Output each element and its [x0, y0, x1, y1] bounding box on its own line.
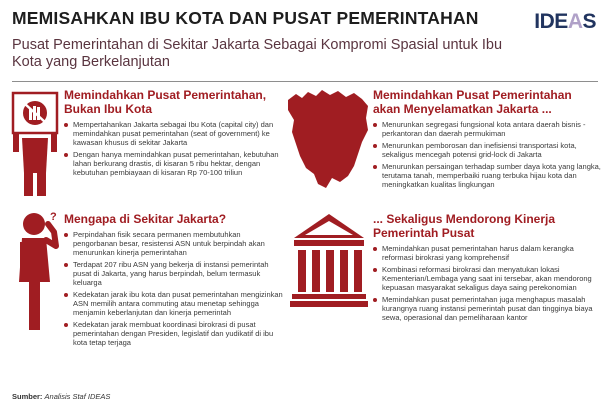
logo-letters-before: IDE	[534, 10, 568, 33]
bullet-item: Kedekatan jarak membuat koordinasi birokrasi di pusat pemerintahan dengan Presiden, legislatif dan yudikatif di ibu kota tetap terjaga	[64, 320, 286, 347]
panel-title: ... Sekaligus Mendorong Kinerja Pemerintah Pusat	[373, 212, 556, 240]
bullet-item: Kedekatan jarak ibu kota dan pusat pemerintahan mengizinkan ASN memilih antara commuting atau menetap sehingga menjamin keberlanjutan dan kinerja pemerintah	[64, 290, 286, 317]
page-subtitle: Pusat Pemerintahan di Sekitar Jakarta Sebagai Kompromi Spasial untuk Ibu Kota yang Berkelanjutan	[12, 37, 503, 70]
bullet-item: Mempertahankan Jakarta sebagai Ibu Kota (capital city) dan memindahkan pusat pemerintahan (seat of government) ke kawasan khusus di sekitar Jakarta	[64, 120, 289, 147]
government-building-icon	[290, 210, 368, 310]
thinking-person-icon	[10, 212, 62, 332]
bullet-item: Perpindahan fisik secara permanen membutuhkan pengorbanan besar, resistensi ASN untuk berpindah akan menurunkan kinerja pemerintahan	[64, 230, 286, 257]
source-note	[12, 392, 110, 401]
bullet-item: Memindahkan pusat pemerintahan juga menghapus masalah kurangnya ruang instansi pemerintah pusat dan tingginya biaya sewa, operasional dan pemeliharaan kantor	[373, 295, 601, 322]
page-title: MEMISAHKAN IBU KOTA DAN PUSAT PEMERINTAHAN	[12, 8, 479, 28]
logo-letters-after: S	[582, 10, 596, 33]
bullet-item: Terdapat 207 ribu ASN yang bekerja di instansi pemerintah pusat di Jakarta, yang harus berpindah, belum termasuk keluarga	[64, 260, 286, 287]
panel-menyelamatkan-jakarta	[373, 88, 601, 192]
jakarta-map-icon	[286, 88, 370, 198]
panel-title: Memindahkan Pusat Pemerintahan, Bukan Ibu Kota	[64, 88, 267, 116]
bullet-item: Kombinasi reformasi birokrasi dan menyatukan lokasi Kementerian/Lembaga yang saat ini tersebar, akan mendorong kepuasan masyarakat sekaligus daya saing perekonomian	[373, 265, 601, 292]
logo-accent-letter: A	[567, 10, 583, 33]
panel-kinerja-pemerintah	[373, 212, 601, 325]
ideas-logo	[534, 10, 596, 34]
panel-pusat-pemerintahan	[64, 88, 289, 180]
bullet-item: Dengan hanya memindahkan pusat pemerintahan, kebutuhan lahan berkurang drastis, di kisaran 5 ribu hektar, dengan kebutuhan pembiayaan di kisaran Rp 70-100 triliun	[64, 150, 289, 177]
header-divider	[12, 81, 598, 82]
source-text: Analisis Staf IDEAS	[44, 392, 111, 401]
panel-title: Mengapa di Sekitar Jakarta?	[64, 212, 227, 226]
bullet-item: Menurunkan persaingan terhadap sumber daya kota yang langka, terutama tanah, memperbaiki ruang terbuka hijau kota dan meningkatkan kualitas lingkungan	[373, 162, 601, 189]
protest-sign-icon	[10, 88, 62, 198]
panel-mengapa-sekitar-jakarta	[64, 212, 286, 350]
bullet-item: Menurunkan segregasi fungsional kota antara daerah bisnis - perkantoran dan daerah permukiman	[373, 120, 601, 138]
source-label: Sumber:	[12, 392, 43, 401]
panel-title: Memindahkan Pusat Pemerintahan akan Menyelamatkan Jakarta ...	[373, 88, 572, 116]
bullet-item: Memindahkan pusat pemerintahan harus dalam kerangka reformasi birokrasi yang komprehensif	[373, 244, 601, 262]
bullet-item: Menurunkan pemborosan dan inefisiensi transportasi kota, sekaligus mencegah potensi grid-lock di Jakarta	[373, 141, 601, 159]
svg-text:?: ?	[50, 212, 57, 223]
